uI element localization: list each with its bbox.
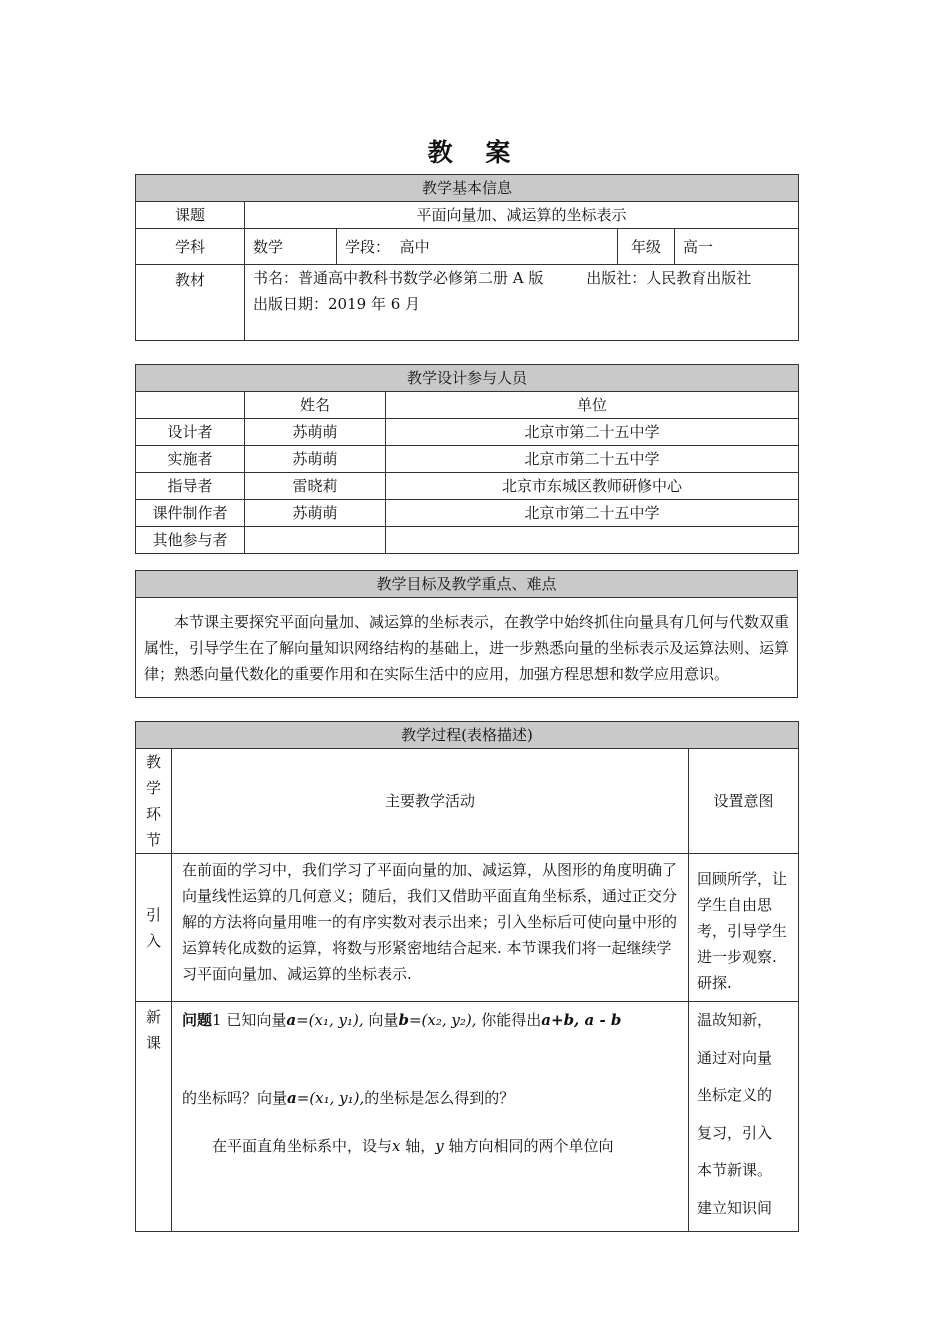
table-row [136,527,799,554]
basic-info-header: 教学基本信息 [136,175,799,202]
role: 指导者 [136,473,245,500]
vec-a-coord: =(x₁, y₁), [296,1011,364,1029]
y-var: y [435,1137,444,1155]
new-intent [689,1002,799,1232]
role: 其他参与者 [136,527,245,554]
book-line [253,265,790,291]
intro-intent: 回顾所学，让学生自由思考，引导学生进一步观察. 研探. [689,854,799,1002]
stage-value: 高中 [399,237,430,256]
stage-header-text: 教学环节 [145,753,161,849]
table-row [136,419,799,446]
basis-text-3: 轴方向相同的两个单位向 [448,1137,614,1155]
intent-line: 坐标定义的 [697,1086,773,1104]
person-name: 雷晓莉 [245,473,386,500]
role: 实施者 [136,446,245,473]
new-stage-text: 新课 [145,1008,161,1052]
process-table [135,721,799,1232]
vec-a: a [286,1011,297,1029]
new-stage [136,1002,172,1232]
unit: 北京市第二十五中学 [386,446,799,473]
page-title: 教 案 [427,138,523,167]
person-name: 苏萌萌 [245,419,386,446]
table-row [136,446,799,473]
process-header: 教学过程(表格描述) [136,722,799,749]
textbook-label: 教材 [136,265,245,341]
role: 设计者 [136,419,245,446]
vec-b: b [398,1011,409,1029]
subject-label: 学科 [136,229,245,265]
q-text-1: 已知向量 [226,1011,287,1029]
intro-stage [136,854,172,1002]
basis-line [182,1132,678,1160]
intent-line: 通过对向量 [697,1048,773,1067]
designers-header: 教学设计参与人员 [136,365,799,392]
col-activity-header: 主要教学活动 [172,749,689,854]
basis-text-2: 轴， [405,1137,436,1155]
book-name: 书名：普通高中教科书数学必修第二册 A 版 [253,269,544,287]
intent-line: 温故知新， [697,1011,773,1029]
new-activity [172,1002,689,1232]
col-unit-header: 单位 [386,392,799,419]
vec-a-coord-2: =(x₁, y₁), [296,1089,365,1107]
topic-value: 平面向量加、减运算的坐标表示 [245,202,799,229]
unit [386,527,799,554]
intro-stage-text: 引入 [145,905,161,950]
intro-activity: 在前面的学习中，我们学习了平面向量的加、减运算，从图形的角度明确了向量线性运算的几何意义；随后，我们又借助平面直角坐标系，通过正交分解的方法将向量用唯一的有序实数对表示出来；引入坐标后可使向量中形的运算转化成数的运算，将数与形紧密地结合起来. 本节课我们将一起继续学习平面向量加、减运算的坐标表示. [172,854,689,1002]
role: 课件制作者 [136,500,245,527]
basis-text-1: 在平面直角坐标系中，设与 [212,1137,393,1155]
table-row [136,500,799,527]
goals-text: 本节课主要探究平面向量加、减运算的坐标表示，在教学中始终抓住向量具有几何与代数双重属性，引导学生在了解向量知识网络结构的基础上，进一步熟悉向量的坐标表示及运算法则、运算律；熟悉向量代数化的重要作用和在实际生活中的应用，加强方程思想和数学应用意识。 [136,598,798,698]
subject-value: 数学 [245,229,337,265]
grade-label: 年级 [618,229,675,265]
goals-header: 教学目标及教学重点、难点 [136,571,798,598]
person-name [245,527,386,554]
col-intent-header: 设置意图 [689,749,799,854]
table-row [136,473,799,500]
vec-b-coord: =(x₂, y₂), [408,1011,477,1029]
q-text-5: 的坐标是怎么得到的？ [364,1089,515,1107]
unit: 北京市第二十五中学 [386,419,799,446]
stage-label: 学段： [345,237,391,256]
question-label: 问题 [182,1011,213,1029]
topic-label: 课题 [136,202,245,229]
goals-table [135,570,798,698]
designers-table [135,364,799,554]
pub-date: 出版日期：2019 年 6 月 [253,295,421,313]
x-var: x [392,1137,401,1155]
question-num: 1 [212,1011,222,1029]
intent-line: 本节新课。 [697,1161,773,1179]
question-line-1 [182,1006,678,1034]
unit: 北京市第二十五中学 [386,500,799,527]
q-text-3: 你能得出 [481,1011,542,1029]
intent-line: 建立知识间 [697,1198,773,1217]
person-name: 苏萌萌 [245,446,386,473]
textbook-info [245,265,799,341]
intent-line: 复习，引入 [697,1123,773,1142]
sum-diff: a+b, a - b [541,1011,622,1029]
grade-value: 高一 [675,229,799,265]
col-name-header: 姓名 [245,392,386,419]
person-name: 苏萌萌 [245,500,386,527]
basic-info-table [135,174,799,341]
col-stage-header [136,749,172,854]
stage-cell [337,229,618,265]
vec-a-2: a [287,1089,297,1107]
question-line-2 [182,1084,678,1112]
publisher: 出版社：人民教育出版社 [586,269,752,287]
q-text-2: 向量 [368,1011,399,1029]
unit: 北京市东城区教师研修中心 [386,473,799,500]
q-text-4: 的坐标吗？向量 [182,1089,288,1107]
